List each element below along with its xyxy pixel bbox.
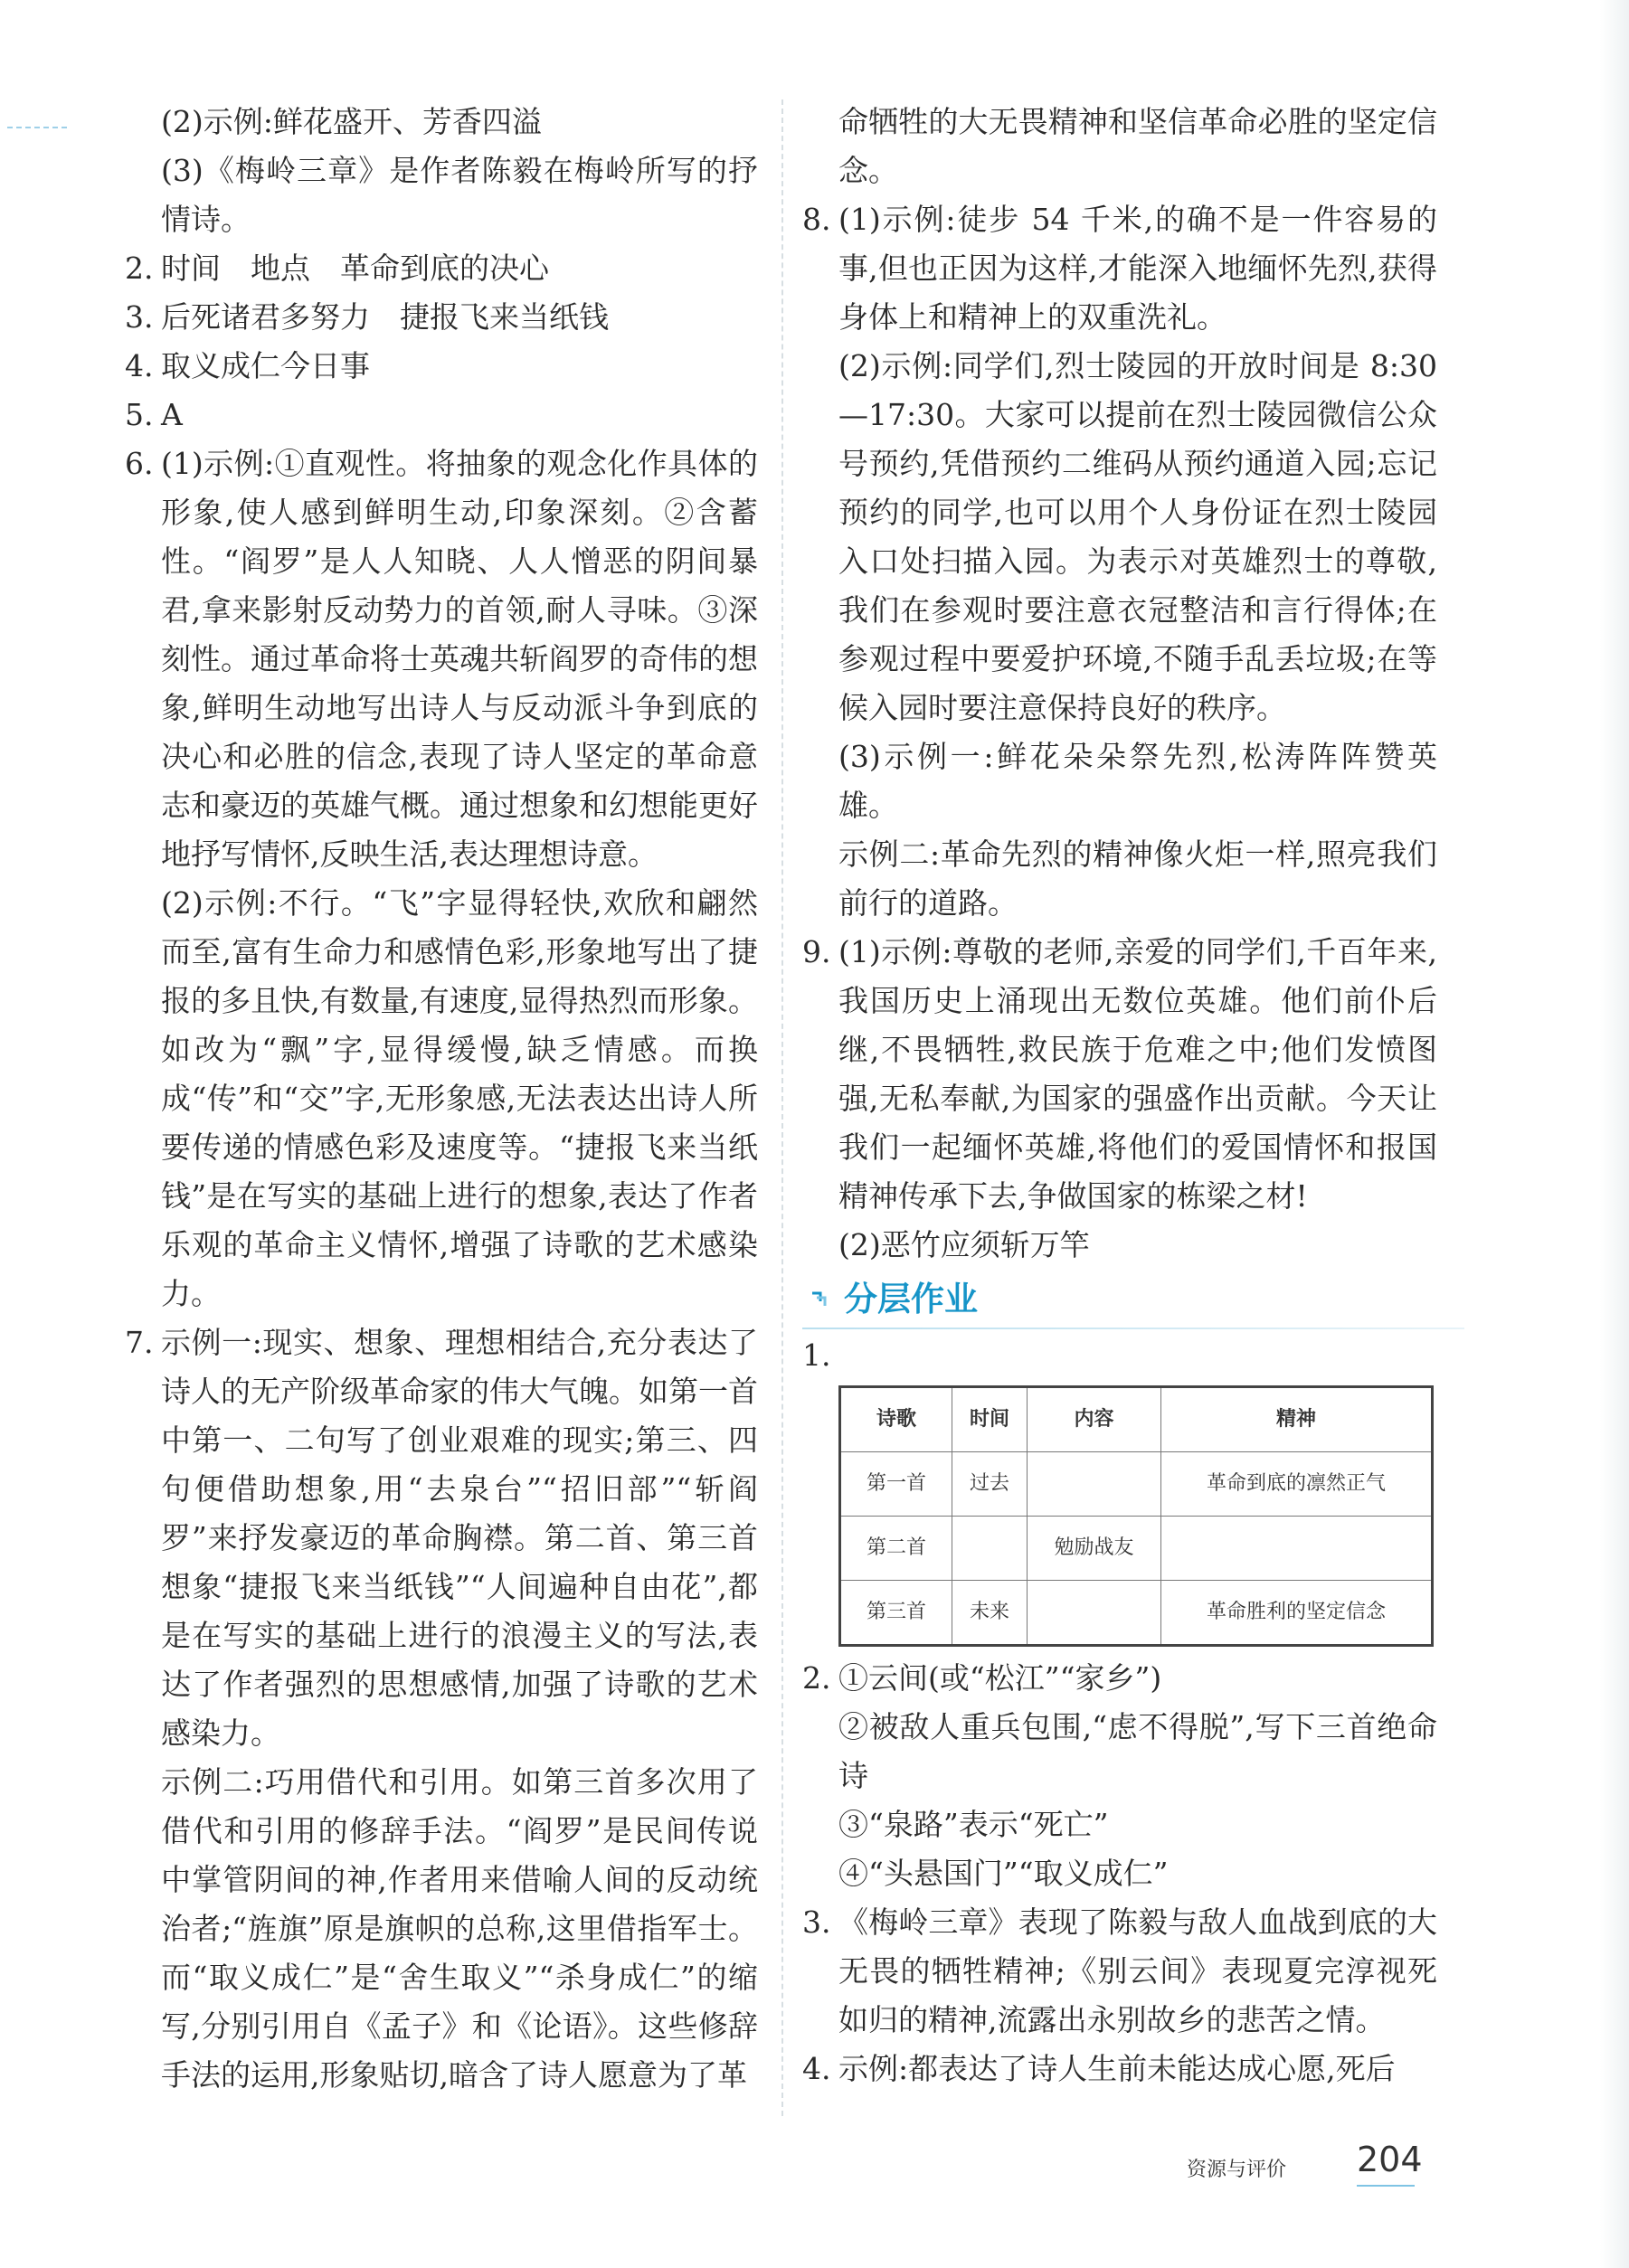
- table-header: 时间: [952, 1387, 1028, 1452]
- table-row: [840, 1517, 1433, 1581]
- section-header: [802, 1279, 1437, 1331]
- question-number: 2.: [802, 1660, 831, 1696]
- question-number: 1.: [802, 1337, 831, 1373]
- table-cell: 勉励战友: [1028, 1517, 1161, 1581]
- exercise-2: [802, 1654, 1437, 1898]
- question-number: 9.: [802, 934, 831, 969]
- page-number: 204: [1357, 2140, 1423, 2179]
- answer-text: ③“泉路”表示“死亡”: [838, 1807, 1109, 1842]
- answer-text: (2)示例:不行。“飞”字显得轻快,欢欣和翩然而至,富有生命力和感情色彩,形象地写出了捷报的多且快,有数量,有速度,显得热烈而形象。如改为“飘”字,显得缓慢,缺乏情感。而换成“传”和“交”字,无形象感,无法表达出诗人所要传递的情感色彩及速度等。“捷报飞来当纸钱”是在写实的基础上进行的想象,表达了作者乐观的革命主义情怀,增强了诗歌的艺术感染力。: [161, 885, 758, 1311]
- answer-text: (1)示例:①直观性。将抽象的观念化作具体的形象,使人感到鲜明生动,印象深刻。②含蓄性。“阎罗”是人人知晓、人人憎恶的阴间暴君,拿来影射反动势力的首领,耐人寻味。③深刻性。通过革命将士英魂共斩阎罗的奇伟的想象,鲜明生动地写出诗人与反动派斗争到底的决心和必胜的信念,表现了诗人坚定的革命意志和豪迈的英雄气概。通过想象和幻想能更好地抒写情怀,反映生活,表达理想诗意。: [161, 446, 758, 872]
- table-cell: 第二首: [840, 1517, 952, 1581]
- question-number: 3.: [802, 1904, 831, 1940]
- page-number-underline: [1357, 2185, 1415, 2187]
- table-cell: 第一首: [840, 1452, 952, 1517]
- answer-text: ②被敌人重兵包围,“虑不得脱”,写下三首绝命诗: [838, 1709, 1437, 1793]
- question-2: [125, 244, 758, 293]
- question-8: [802, 195, 1437, 928]
- exercise-4: [802, 2045, 1437, 2093]
- table-cell: 过去: [952, 1452, 1028, 1517]
- right-column: [802, 98, 1437, 2093]
- table-cell: 未来: [952, 1581, 1028, 1646]
- exercise-3: [802, 1898, 1437, 2045]
- column-divider: [781, 99, 783, 2116]
- question-number: 7.: [125, 1325, 154, 1360]
- table-cell: [1028, 1452, 1161, 1517]
- answer-text: (2)恶竹应须斩万竿: [838, 1227, 1090, 1262]
- answer-text: (3)示例一:鲜花朵朵祭先烈,松涛阵阵赞英雄。: [838, 739, 1437, 823]
- section-title: 分层作业: [844, 1280, 978, 1318]
- question-number: 8.: [802, 202, 831, 237]
- answer-text: 示例:都表达了诗人生前未能达成心愿,死后: [838, 2051, 1396, 2086]
- table-cell: [1028, 1581, 1161, 1646]
- answer-text: 命牺牲的大无畏精神和坚信革命必胜的坚定信念。: [838, 104, 1437, 188]
- question-9: [802, 928, 1437, 1270]
- answer-text: A: [161, 397, 183, 432]
- answer-text: 《梅岭三章》表现了陈毅与敌人血战到底的大无畏的牺牲精神;《别云间》表现夏完淳视死如归的精神,流露出永别故乡的悲苦之情。: [838, 1904, 1437, 2037]
- footer-label: 资源与评价: [1187, 2159, 1287, 2181]
- answer-text: (1)示例:徒步 54 千米,的确不是一件容易的事,但也正因为这样,才能深入地缅怀先烈,获得身体上和精神上的双重洗礼。: [838, 202, 1437, 335]
- poem-table: [838, 1385, 1434, 1647]
- table-cell: 第三首: [840, 1581, 952, 1646]
- answer-text: 示例二:巧用借代和引用。如第三首多次用了借代和引用的修辞手法。“阎罗”是民间传说中掌管阴间的神,作者用来借喻人间的反动统治者;“旌旗”原是旗帜的总称,这里借指军士。而“取义成仁”是“舍生取义”“杀身成仁”的缩写,分别引用自《孟子》和《论语》。这些修辞手法的运用,形象贴切,暗含了诗人愿意为了革: [161, 1764, 758, 2093]
- question-number: 4.: [802, 2051, 831, 2086]
- page-edge-shadow: [1600, 0, 1629, 2268]
- question-number: 2.: [125, 250, 154, 286]
- answer-text: 示例一:现实、想象、理想相结合,充分表达了诗人的无产阶级革命家的伟大气魄。如第一首中第一、二句写了创业艰难的现实;第三、四句便借助想象,用“去泉台”“招旧部”“斩阎罗”来抒发豪迈的革命胸襟。第二首、第三首想象“捷报飞来当纸钱”“人间遍种自由花”,都是在写实的基础上进行的浪漫主义的写法,表达了作者强烈的思想感情,加强了诗歌的艺术感染力。: [161, 1325, 758, 1751]
- table-header: 内容: [1028, 1387, 1161, 1452]
- exercise-1: [802, 1331, 1437, 1380]
- answer-text: (1)示例:尊敬的老师,亲爱的同学们,千百年来,我国历史上涌现出无数位英雄。他们前仆后继,不畏牺牲,救民族于危难之中;他们发愤图强,无私奉献,为国家的强盛作出贡献。今天让我们一起缅怀英雄,将他们的爱国情怀和报国精神传承下去,争做国家的栋梁之材!: [838, 934, 1437, 1214]
- answer-text: ④“头悬国门”“取义成仁”: [838, 1856, 1169, 1891]
- question-4: [125, 342, 758, 391]
- table-cell: 革命到底的凛然正气: [1161, 1452, 1433, 1517]
- table-cell: 革命胜利的坚定信念: [1161, 1581, 1433, 1646]
- answer-text: 示例二:革命先烈的精神像火炬一样,照亮我们前行的道路。: [838, 836, 1437, 921]
- left-column: [125, 98, 758, 2100]
- answer-text: (2)示例:同学们,烈士陵园的开放时间是 8:30—17:30。大家可以提前在烈士陵园微信公众号预约,凭借预约二维码从预约通道入园;忘记预约的同学,也可以用个人身份证在烈士陵园入口处扫描入园。为表示对英雄烈士的尊敬,我们在参观时要注意衣冠整洁和言行得体;在参观过程中要爱护环境,不随手乱丢垃圾;在等候入园时要注意保持良好的秩序。: [838, 348, 1437, 725]
- question-number: 5.: [125, 397, 154, 432]
- answer-text: 时间 地点 革命到底的决心: [161, 250, 549, 286]
- answer-text: 取义成仁今日事: [161, 348, 370, 383]
- question-6: [125, 439, 758, 1318]
- question-number: 6.: [125, 446, 154, 481]
- question-number: 4.: [125, 348, 154, 383]
- table-row: [840, 1581, 1433, 1646]
- question-3: [125, 293, 758, 342]
- answer-text: 后死诸君多努力 捷报飞来当纸钱: [161, 299, 609, 335]
- margin-dash-mark: [7, 127, 67, 130]
- table-row: [840, 1452, 1433, 1517]
- answer-text: (3)《梅岭三章》是作者陈毅在梅岭所写的抒情诗。: [161, 153, 758, 237]
- table-cell: [1161, 1517, 1433, 1581]
- question-5: [125, 391, 758, 439]
- table-header: 精神: [1161, 1387, 1433, 1452]
- table-header: 诗歌: [840, 1387, 952, 1452]
- question-number: 3.: [125, 299, 154, 335]
- table-cell: [952, 1517, 1028, 1581]
- answer-text: ①云间(或“松江”“家乡”): [838, 1660, 1162, 1696]
- question-7: [125, 1318, 758, 2100]
- section-underline: [802, 1328, 1464, 1329]
- section-marker-icon: [810, 1290, 829, 1309]
- table-header-row: [840, 1387, 1433, 1452]
- answer-text: (2)示例:鲜花盛开、芳香四溢: [161, 104, 542, 139]
